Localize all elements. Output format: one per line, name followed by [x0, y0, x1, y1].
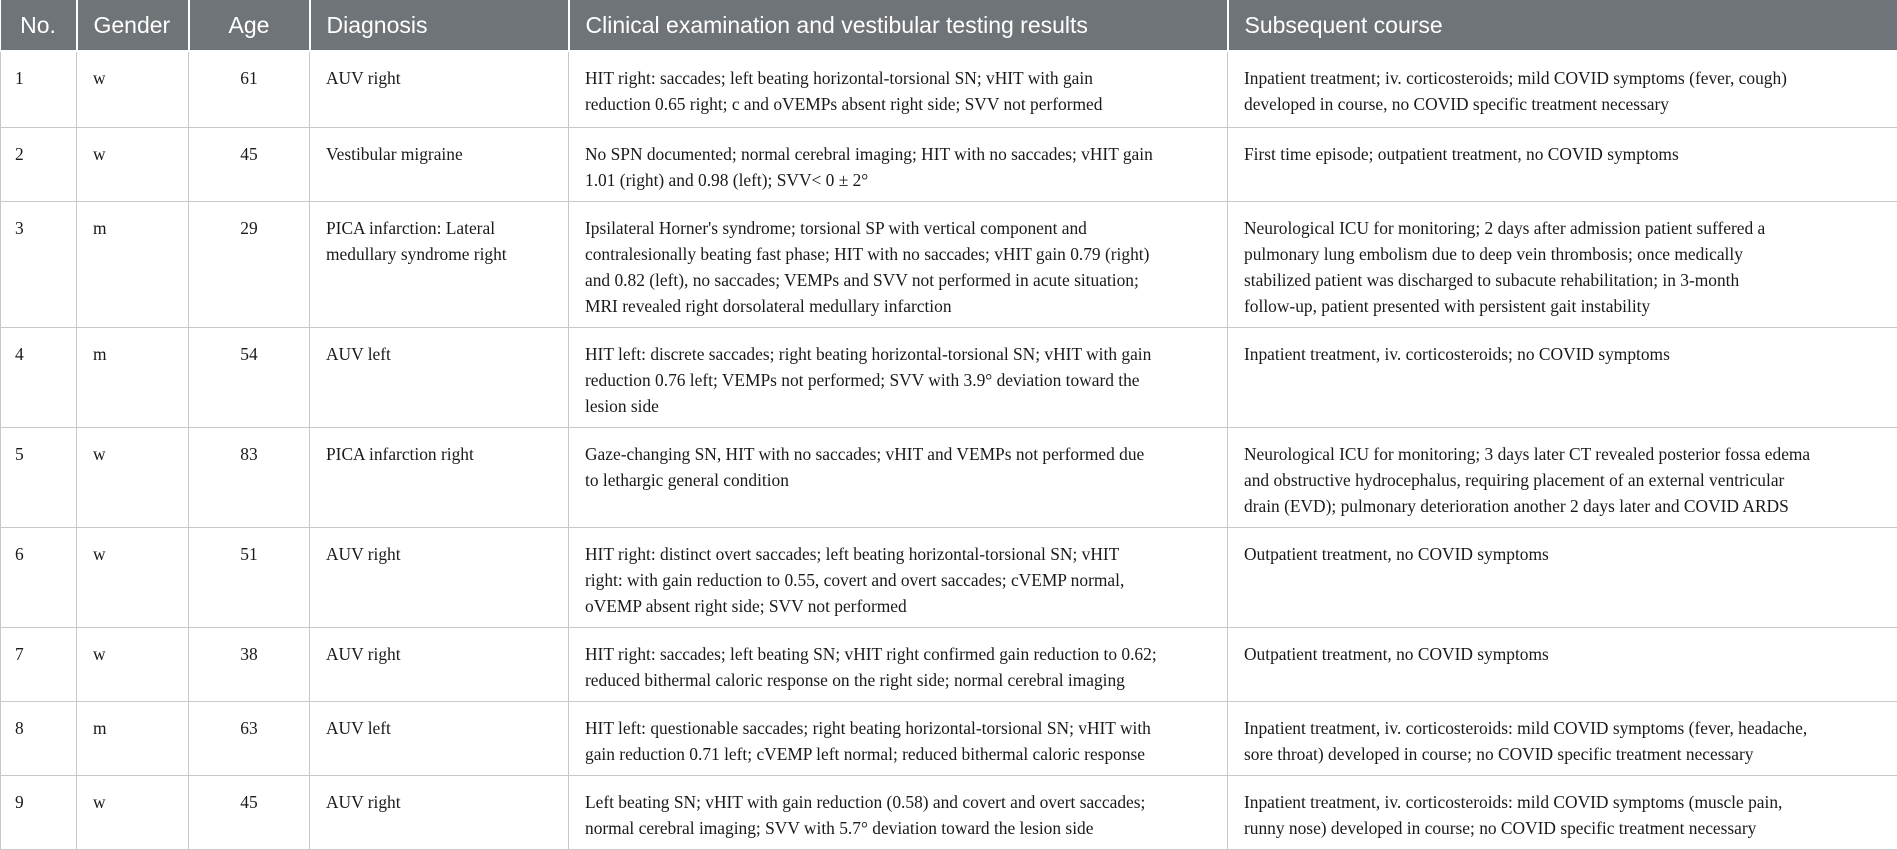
cell-diagnosis-line: medullary syndrome right [326, 241, 554, 267]
cell-no: 1 [1, 51, 77, 127]
cell-no: 2 [1, 127, 77, 201]
cell-diagnosis-line: PICA infarction right [326, 441, 554, 467]
cell-age: 51 [189, 527, 310, 627]
cell-age: 54 [189, 327, 310, 427]
cell-clinical-line: 1.01 (right) and 0.98 (left); SVV< 0 ± 2° [585, 167, 1213, 193]
cell-course-line: and obstructive hydrocephalus, requiring placement of an external ventricular [1244, 467, 1883, 493]
table-row [1, 527, 1897, 627]
cell-no: 5 [1, 427, 77, 527]
cell-diagnosis [310, 427, 569, 527]
cell-gender: w [77, 527, 189, 627]
cell-age: 38 [189, 627, 310, 701]
cell-clinical [569, 701, 1228, 775]
cell-clinical-line: HIT right: saccades; left beating horizontal-torsional SN; vHIT with gain [585, 65, 1213, 91]
cell-gender: w [77, 427, 189, 527]
cell-age: 45 [189, 775, 310, 849]
cell-clinical-line: reduced bithermal caloric response on the right side; normal cerebral imaging [585, 667, 1213, 693]
cell-gender: m [77, 701, 189, 775]
header-gender: Gender [77, 0, 189, 51]
cell-gender: w [77, 775, 189, 849]
cell-course-line: Inpatient treatment; iv. corticosteroids; mild COVID symptoms (fever, cough) [1244, 65, 1883, 91]
cell-course-line: developed in course, no COVID specific treatment necessary [1244, 91, 1883, 117]
cell-clinical-line: gain reduction 0.71 left; cVEMP left normal; reduced bithermal caloric response [585, 741, 1213, 767]
cell-clinical [569, 127, 1228, 201]
cell-diagnosis [310, 127, 569, 201]
cell-clinical-line: HIT left: questionable saccades; right beating horizontal-torsional SN; vHIT with [585, 715, 1213, 741]
cell-clinical-line: contralesionally beating fast phase; HIT with no saccades; vHIT gain 0.79 (right) [585, 241, 1213, 267]
cell-course-line: drain (EVD); pulmonary deterioration another 2 days later and COVID ARDS [1244, 493, 1883, 519]
cell-course-line: Inpatient treatment, iv. corticosteroids: mild COVID symptoms (muscle pain, [1244, 789, 1883, 815]
cell-clinical-line: No SPN documented; normal cerebral imaging; HIT with no saccades; vHIT gain [585, 141, 1213, 167]
table-row [1, 701, 1897, 775]
header-no: No. [1, 0, 77, 51]
cell-no: 3 [1, 201, 77, 327]
cell-course [1228, 327, 1897, 427]
cell-clinical [569, 327, 1228, 427]
cell-course-line: Neurological ICU for monitoring; 3 days later CT revealed posterior fossa edema [1244, 441, 1883, 467]
cell-age: 29 [189, 201, 310, 327]
header-age: Age [189, 0, 310, 51]
table-row [1, 427, 1897, 527]
table-row [1, 201, 1897, 327]
table-row [1, 51, 1897, 127]
cell-course [1228, 427, 1897, 527]
cell-course-line: Outpatient treatment, no COVID symptoms [1244, 641, 1883, 667]
cell-course-line: pulmonary lung embolism due to deep vein thrombosis; once medically [1244, 241, 1883, 267]
cell-diagnosis-line: AUV right [326, 541, 554, 567]
cell-clinical [569, 51, 1228, 127]
table-header [1, 0, 1897, 51]
table-row [1, 627, 1897, 701]
cell-course-line: Inpatient treatment, iv. corticosteroids: mild COVID symptoms (fever, headache, [1244, 715, 1883, 741]
cell-clinical-line: HIT right: distinct overt saccades; left beating horizontal-torsional SN; vHIT [585, 541, 1213, 567]
cell-clinical [569, 201, 1228, 327]
table-body [1, 51, 1897, 849]
header-clinical: Clinical examination and vestibular testing results [569, 0, 1228, 51]
cell-clinical [569, 627, 1228, 701]
cell-diagnosis-line: AUV left [326, 341, 554, 367]
cell-course-line: Neurological ICU for monitoring; 2 days after admission patient suffered a [1244, 215, 1883, 241]
cell-diagnosis-line: AUV right [326, 641, 554, 667]
cell-clinical-line: right: with gain reduction to 0.55, covert and overt saccades; cVEMP normal, [585, 567, 1213, 593]
cell-diagnosis-line: AUV left [326, 715, 554, 741]
cell-diagnosis-line: AUV right [326, 789, 554, 815]
cell-no: 7 [1, 627, 77, 701]
cell-course [1228, 775, 1897, 849]
cell-course-line: sore throat) developed in course; no COVID specific treatment necessary [1244, 741, 1883, 767]
cell-no: 9 [1, 775, 77, 849]
cell-age: 63 [189, 701, 310, 775]
header-diagnosis: Diagnosis [310, 0, 569, 51]
cell-gender: m [77, 201, 189, 327]
cell-gender: w [77, 127, 189, 201]
cell-course [1228, 701, 1897, 775]
cell-diagnosis-line: PICA infarction: Lateral [326, 215, 554, 241]
cell-diagnosis [310, 775, 569, 849]
cell-course-line: stabilized patient was discharged to subacute rehabilitation; in 3-month [1244, 267, 1883, 293]
cell-clinical-line: Left beating SN; vHIT with gain reduction (0.58) and covert and overt saccades; [585, 789, 1213, 815]
cell-diagnosis [310, 201, 569, 327]
cell-clinical-line: normal cerebral imaging; SVV with 5.7° deviation toward the lesion side [585, 815, 1213, 841]
cell-no: 6 [1, 527, 77, 627]
cell-course-line: Outpatient treatment, no COVID symptoms [1244, 541, 1883, 567]
header-course: Subsequent course [1228, 0, 1897, 51]
cell-no: 8 [1, 701, 77, 775]
cell-diagnosis [310, 627, 569, 701]
cell-diagnosis [310, 327, 569, 427]
header-row [1, 0, 1897, 51]
cell-gender: m [77, 327, 189, 427]
cell-course-line: follow-up, patient presented with persistent gait instability [1244, 293, 1883, 319]
cell-diagnosis [310, 701, 569, 775]
cell-gender: w [77, 51, 189, 127]
cell-gender: w [77, 627, 189, 701]
cell-course [1228, 627, 1897, 701]
table-row [1, 327, 1897, 427]
cell-course [1228, 51, 1897, 127]
cell-clinical-line: lesion side [585, 393, 1213, 419]
cell-no: 4 [1, 327, 77, 427]
cell-clinical-line: to lethargic general condition [585, 467, 1213, 493]
cell-clinical [569, 527, 1228, 627]
cell-course-line: Inpatient treatment, iv. corticosteroids; no COVID symptoms [1244, 341, 1883, 367]
cell-clinical-line: Gaze-changing SN, HIT with no saccades; vHIT and VEMPs not performed due [585, 441, 1213, 467]
cell-course-line: First time episode; outpatient treatment, no COVID symptoms [1244, 141, 1883, 167]
cell-diagnosis [310, 51, 569, 127]
cell-clinical-line: MRI revealed right dorsolateral medullary infarction [585, 293, 1213, 319]
cell-clinical-line: and 0.82 (left), no saccades; VEMPs and SVV not performed in acute situation; [585, 267, 1213, 293]
cell-age: 45 [189, 127, 310, 201]
cell-age: 61 [189, 51, 310, 127]
table-row [1, 127, 1897, 201]
cell-clinical-line: HIT right: saccades; left beating SN; vHIT right confirmed gain reduction to 0.62; [585, 641, 1213, 667]
cell-clinical [569, 775, 1228, 849]
cell-clinical-line: HIT left: discrete saccades; right beating horizontal-torsional SN; vHIT with gain [585, 341, 1213, 367]
cell-course [1228, 201, 1897, 327]
cell-clinical-line: reduction 0.65 right; c and oVEMPs absent right side; SVV not performed [585, 91, 1213, 117]
cell-diagnosis-line: AUV right [326, 65, 554, 91]
cell-diagnosis [310, 527, 569, 627]
cell-diagnosis-line: Vestibular migraine [326, 141, 554, 167]
cell-course [1228, 127, 1897, 201]
cell-clinical-line: reduction 0.76 left; VEMPs not performed; SVV with 3.9° deviation toward the [585, 367, 1213, 393]
cell-clinical [569, 427, 1228, 527]
cell-course-line: runny nose) developed in course; no COVID specific treatment necessary [1244, 815, 1883, 841]
cell-course [1228, 527, 1897, 627]
table-row [1, 775, 1897, 849]
cell-clinical-line: Ipsilateral Horner's syndrome; torsional SP with vertical component and [585, 215, 1213, 241]
cell-age: 83 [189, 427, 310, 527]
cell-clinical-line: oVEMP absent right side; SVV not performed [585, 593, 1213, 619]
